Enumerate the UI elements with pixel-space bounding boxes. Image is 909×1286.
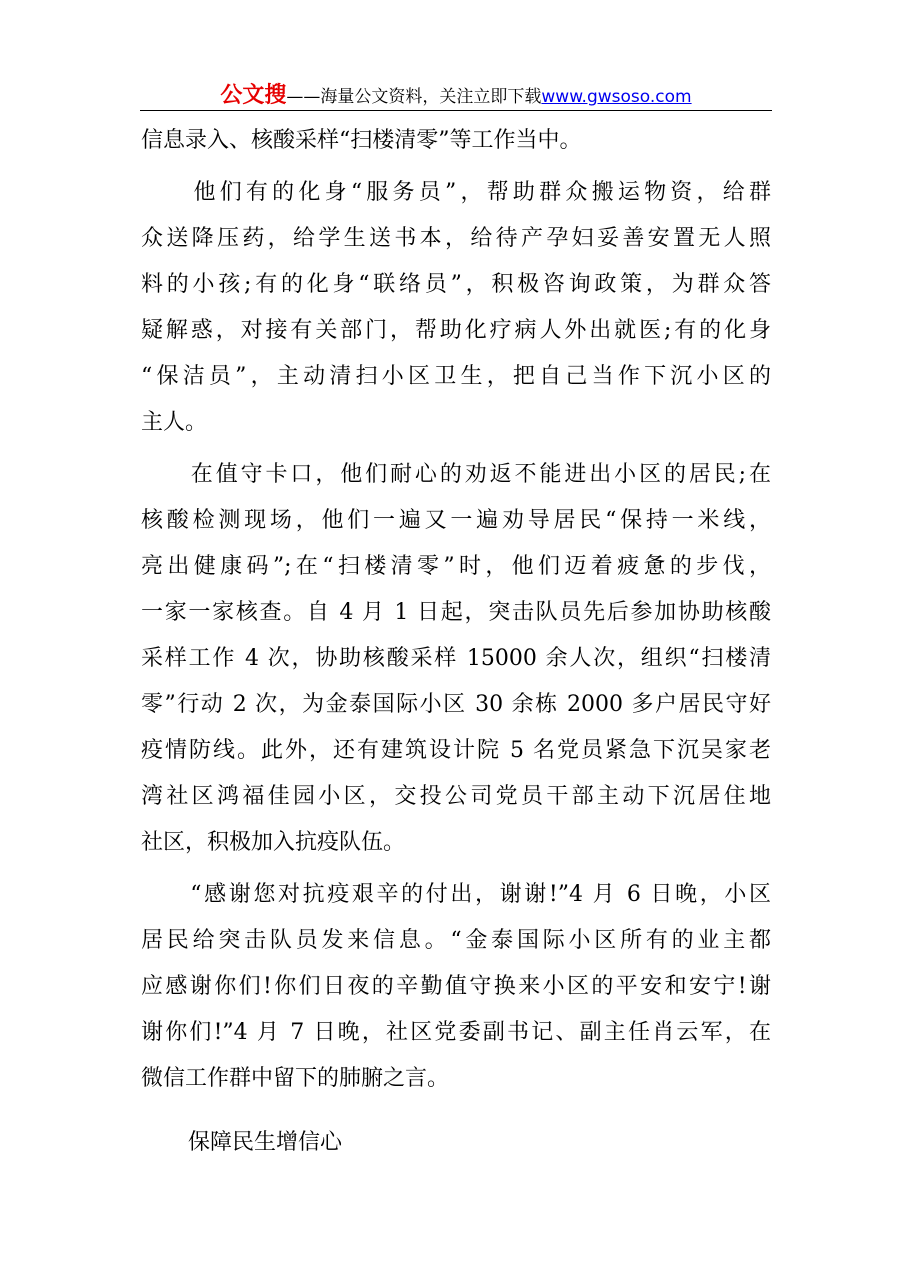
paragraph (141, 118, 771, 164)
text-line: 谢你们!”4 月 7 日晚，社区党委副书记、副主任肖云军，在 (141, 1020, 771, 1045)
brand-logo: 公文搜 (220, 83, 287, 108)
text-line: 居民给突击队员发来信息。“金泰国际小区所有的业主都 (141, 928, 771, 953)
text-line: “感谢您对抗疫艰辛的付出，谢谢!”4 月 6 日晚，小区 (141, 882, 771, 907)
text-line: 疑解惑，对接有关部门，帮助化疗病人外出就医;有的化身 (141, 318, 771, 343)
text-line: 社区，积极加入抗疫队伍。 (141, 830, 406, 855)
text-line: 亮出健康码”;在“扫楼清零”时，他们迈着疲惫的步伐， (141, 554, 771, 579)
text-line: 湾社区鸿福佳园小区，交投公司党员干部主动下沉居住地 (141, 784, 771, 809)
text-line: 信息录入、核酸采样“扫楼清零”等工作当中。 (141, 128, 582, 153)
paragraph (141, 170, 771, 446)
text-line: 疫情防线。此外，还有建筑设计院 5 名党员紧急下沉吴家老 (141, 738, 771, 763)
paragraph (141, 872, 771, 1102)
text-line: 众送降压药，给学生送书本，给待产孕妇妥善安置无人照 (141, 226, 771, 251)
text-line: 在值守卡口，他们耐心的劝返不能进出小区的居民;在 (141, 462, 771, 487)
text-line: 主人。 (141, 410, 208, 435)
paragraph (141, 452, 771, 866)
text-line: 核酸检测现场，他们一遍又一遍劝导居民“保持一米线， (141, 508, 771, 533)
text-line: 微信工作群中留下的肺腑之言。 (141, 1066, 450, 1091)
text-line: “保洁员”，主动清扫小区卫生，把自己当作下沉小区的 (141, 364, 771, 389)
body-text (141, 118, 771, 1102)
text-line: 采样工作 4 次，协助核酸采样 15000 余人次，组织“扫楼清 (141, 646, 771, 671)
website-link[interactable]: www.gwsoso.com (541, 87, 692, 107)
text-line: 零”行动 2 次，为金泰国际小区 30 余栋 2000 多户居民守好 (141, 692, 771, 717)
text-line: 应感谢你们!你们日夜的辛勤值守换来小区的平安和安宁!谢 (141, 974, 771, 999)
text-line: 料的小孩;有的化身“联络员”，积极咨询政策，为群众答 (141, 272, 771, 297)
header-divider (140, 110, 772, 111)
text-line: 一家一家核查。自 4 月 1 日起，突击队员先后参加协助核酸 (141, 600, 771, 625)
text-line: 他们有的化身“服务员”，帮助群众搬运物资，给群 (141, 180, 771, 205)
page-header (140, 78, 772, 110)
section-heading: 保障民生增信心 (188, 1130, 343, 1155)
header-tagline: ——海量公文资料，关注立即下载 (286, 87, 542, 107)
